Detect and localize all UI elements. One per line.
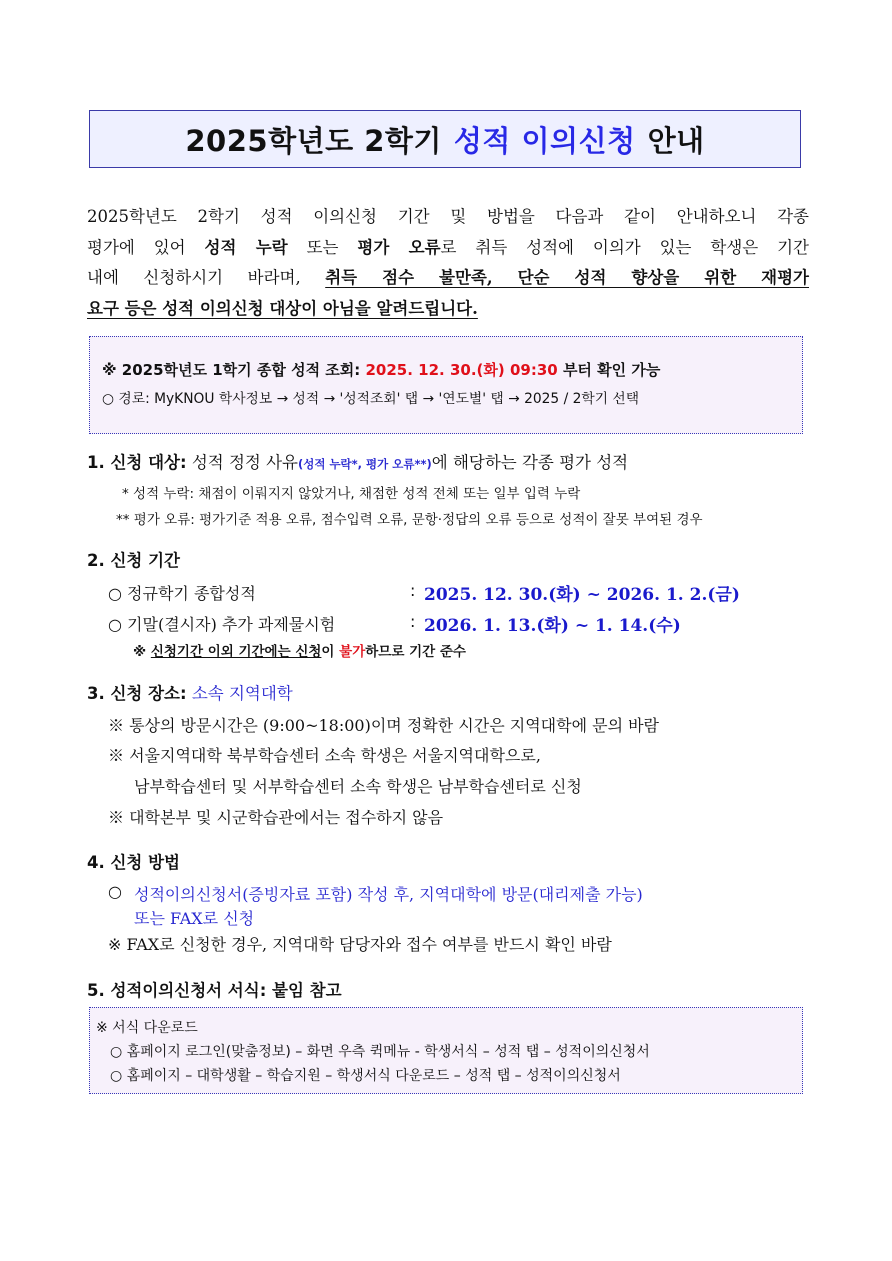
section-1-reasons: (성적 누락*, 평가 오류**) [297, 457, 432, 471]
intro-text: 평가에 있어 [87, 237, 205, 257]
section-4-bullet: ○ [108, 882, 122, 901]
section-3-place-value: 소속 지역대학 [186, 684, 293, 703]
period-makeup-colon: : [410, 612, 416, 631]
notice-suffix: 부터 확인 가능 [557, 361, 661, 379]
form-download-path-1: ○ 홈페이지 로그인(맞춤정보) – 화면 우측 퀵메뉴 - 학생서식 – 성적 탭 – 성적이의신청서 [110, 1044, 650, 1060]
title-highlight: 성적 이의신청 [453, 123, 636, 158]
notice-path: ○ 경로: MyKNOU 학사정보 → 성적 → '성적조회' 탭 → '연도별' 탭 → 2025 / 2학기 선택 [102, 391, 640, 407]
section-5-heading: 5. 성적이의신청서 서식: 붙임 참고 [87, 981, 342, 1000]
title-part2: 안내 [647, 123, 705, 158]
form-download-title: ※ 서식 다운로드 [96, 1020, 198, 1036]
intro-line-2 [87, 233, 809, 264]
section-1-note-omission: * 성적 누락: 채점이 이뤄지지 않았거나, 채점한 성적 전체 또는 일부 입력 누락 [122, 486, 581, 502]
intro-bold-omission: 성적 누락 [204, 237, 288, 257]
form-download-path-2: ○ 홈페이지 – 대학생활 – 학습지원 – 학생서식 다운로드 – 성적 탭 – 성적이의신청서 [110, 1068, 621, 1084]
section-3-note-hq: ※ 대학본부 및 시군학습관에서는 접수하지 않음 [108, 808, 444, 827]
section-1-heading: 1. 신청 대상: [87, 453, 187, 472]
section-4-fax-note: ※ FAX로 신청한 경우, 지역대학 담당자와 접수 여부를 반드시 확인 바람 [108, 935, 612, 954]
period-warning-text: 이 [321, 644, 340, 660]
intro-line-1: 2025학년도 2학기 성적 이의신청 기간 및 방법을 다음과 같이 안내하오니 각종 [87, 207, 809, 226]
intro-text: 또는 [287, 237, 358, 257]
form-download-box [89, 1007, 803, 1094]
section-3-note-hours: ※ 통상의 방문시간은 (9:00~18:00)이며 정확한 시간은 지역대학에 문의 바람 [108, 716, 660, 735]
notice-prefix: ※ 2025학년도 1학기 종합 성적 조회: [102, 361, 366, 379]
section-4-method-fax: 또는 FAX로 신청 [134, 909, 255, 928]
intro-text: 내에 신청하시기 바라며, [87, 268, 326, 287]
intro-text: 로 취득 성적에 이의가 있는 학생은 기간 [440, 237, 809, 257]
period-regular-colon: : [410, 581, 416, 600]
period-warning [133, 640, 466, 660]
section-4-heading: 4. 신청 방법 [87, 853, 180, 872]
section-1-text: 에 해당하는 각종 평가 성적 [431, 453, 629, 472]
intro-bold-error: 평가 오류 [357, 237, 441, 257]
period-makeup-label: ○ 기말(결시자) 추가 과제물시험 [108, 615, 336, 634]
section-1-note-error: ** 평가 오류: 평가기준 적용 오류, 점수입력 오류, 문항·정답의 오류 등으로 성적이 잘못 부여된 경우 [116, 512, 703, 528]
period-warning-underlined: 신청기간 이외 기간에는 신청 [150, 644, 322, 660]
section-2-heading: 2. 신청 기간 [87, 551, 180, 570]
notice-line-1 [102, 359, 792, 380]
section-3-place [87, 680, 293, 704]
intro-underlined-warning: 취득 점수 불만족, 단순 성적 향상을 위한 재평가 [325, 268, 809, 287]
section-3-note-south: 남부학습센터 및 서부학습센터 소속 학생은 남부학습센터로 신청 [134, 777, 582, 796]
grade-inquiry-notice-box [89, 336, 803, 434]
intro-line-4: 요구 등은 성적 이의신청 대상이 아님을 알려드립니다. [87, 298, 478, 318]
page-title [89, 110, 801, 168]
period-warning-impossible: 불가 [339, 644, 366, 660]
title-part1: 2025학년도 2학기 [185, 123, 442, 158]
period-warning-text: 하므로 기간 준수 [365, 644, 466, 660]
section-1-text: 성적 정정 사유 [186, 453, 298, 472]
section-1-target [87, 449, 628, 473]
section-3-heading: 3. 신청 장소: [87, 684, 187, 703]
intro-paragraph [87, 202, 809, 324]
intro-line-3 [87, 263, 809, 294]
period-regular-date: 2025. 12. 30.(화) ~ 2026. 1. 2.(금) [424, 585, 740, 605]
period-makeup-date: 2026. 1. 13.(화) ~ 1. 14.(수) [424, 616, 681, 636]
period-regular-label: ○ 정규학기 종합성적 [108, 584, 256, 603]
section-3-note-seoul: ※ 서울지역대학 북부학습센터 소속 학생은 서울지역대학으로, [108, 746, 541, 765]
section-4-method: 성적이의신청서(증빙자료 포함) 작성 후, 지역대학에 방문(대리제출 가능) [134, 885, 643, 904]
period-warning-mark: ※ [133, 644, 151, 660]
notice-date: 2025. 12. 30.(화) 09:30 [365, 361, 558, 379]
